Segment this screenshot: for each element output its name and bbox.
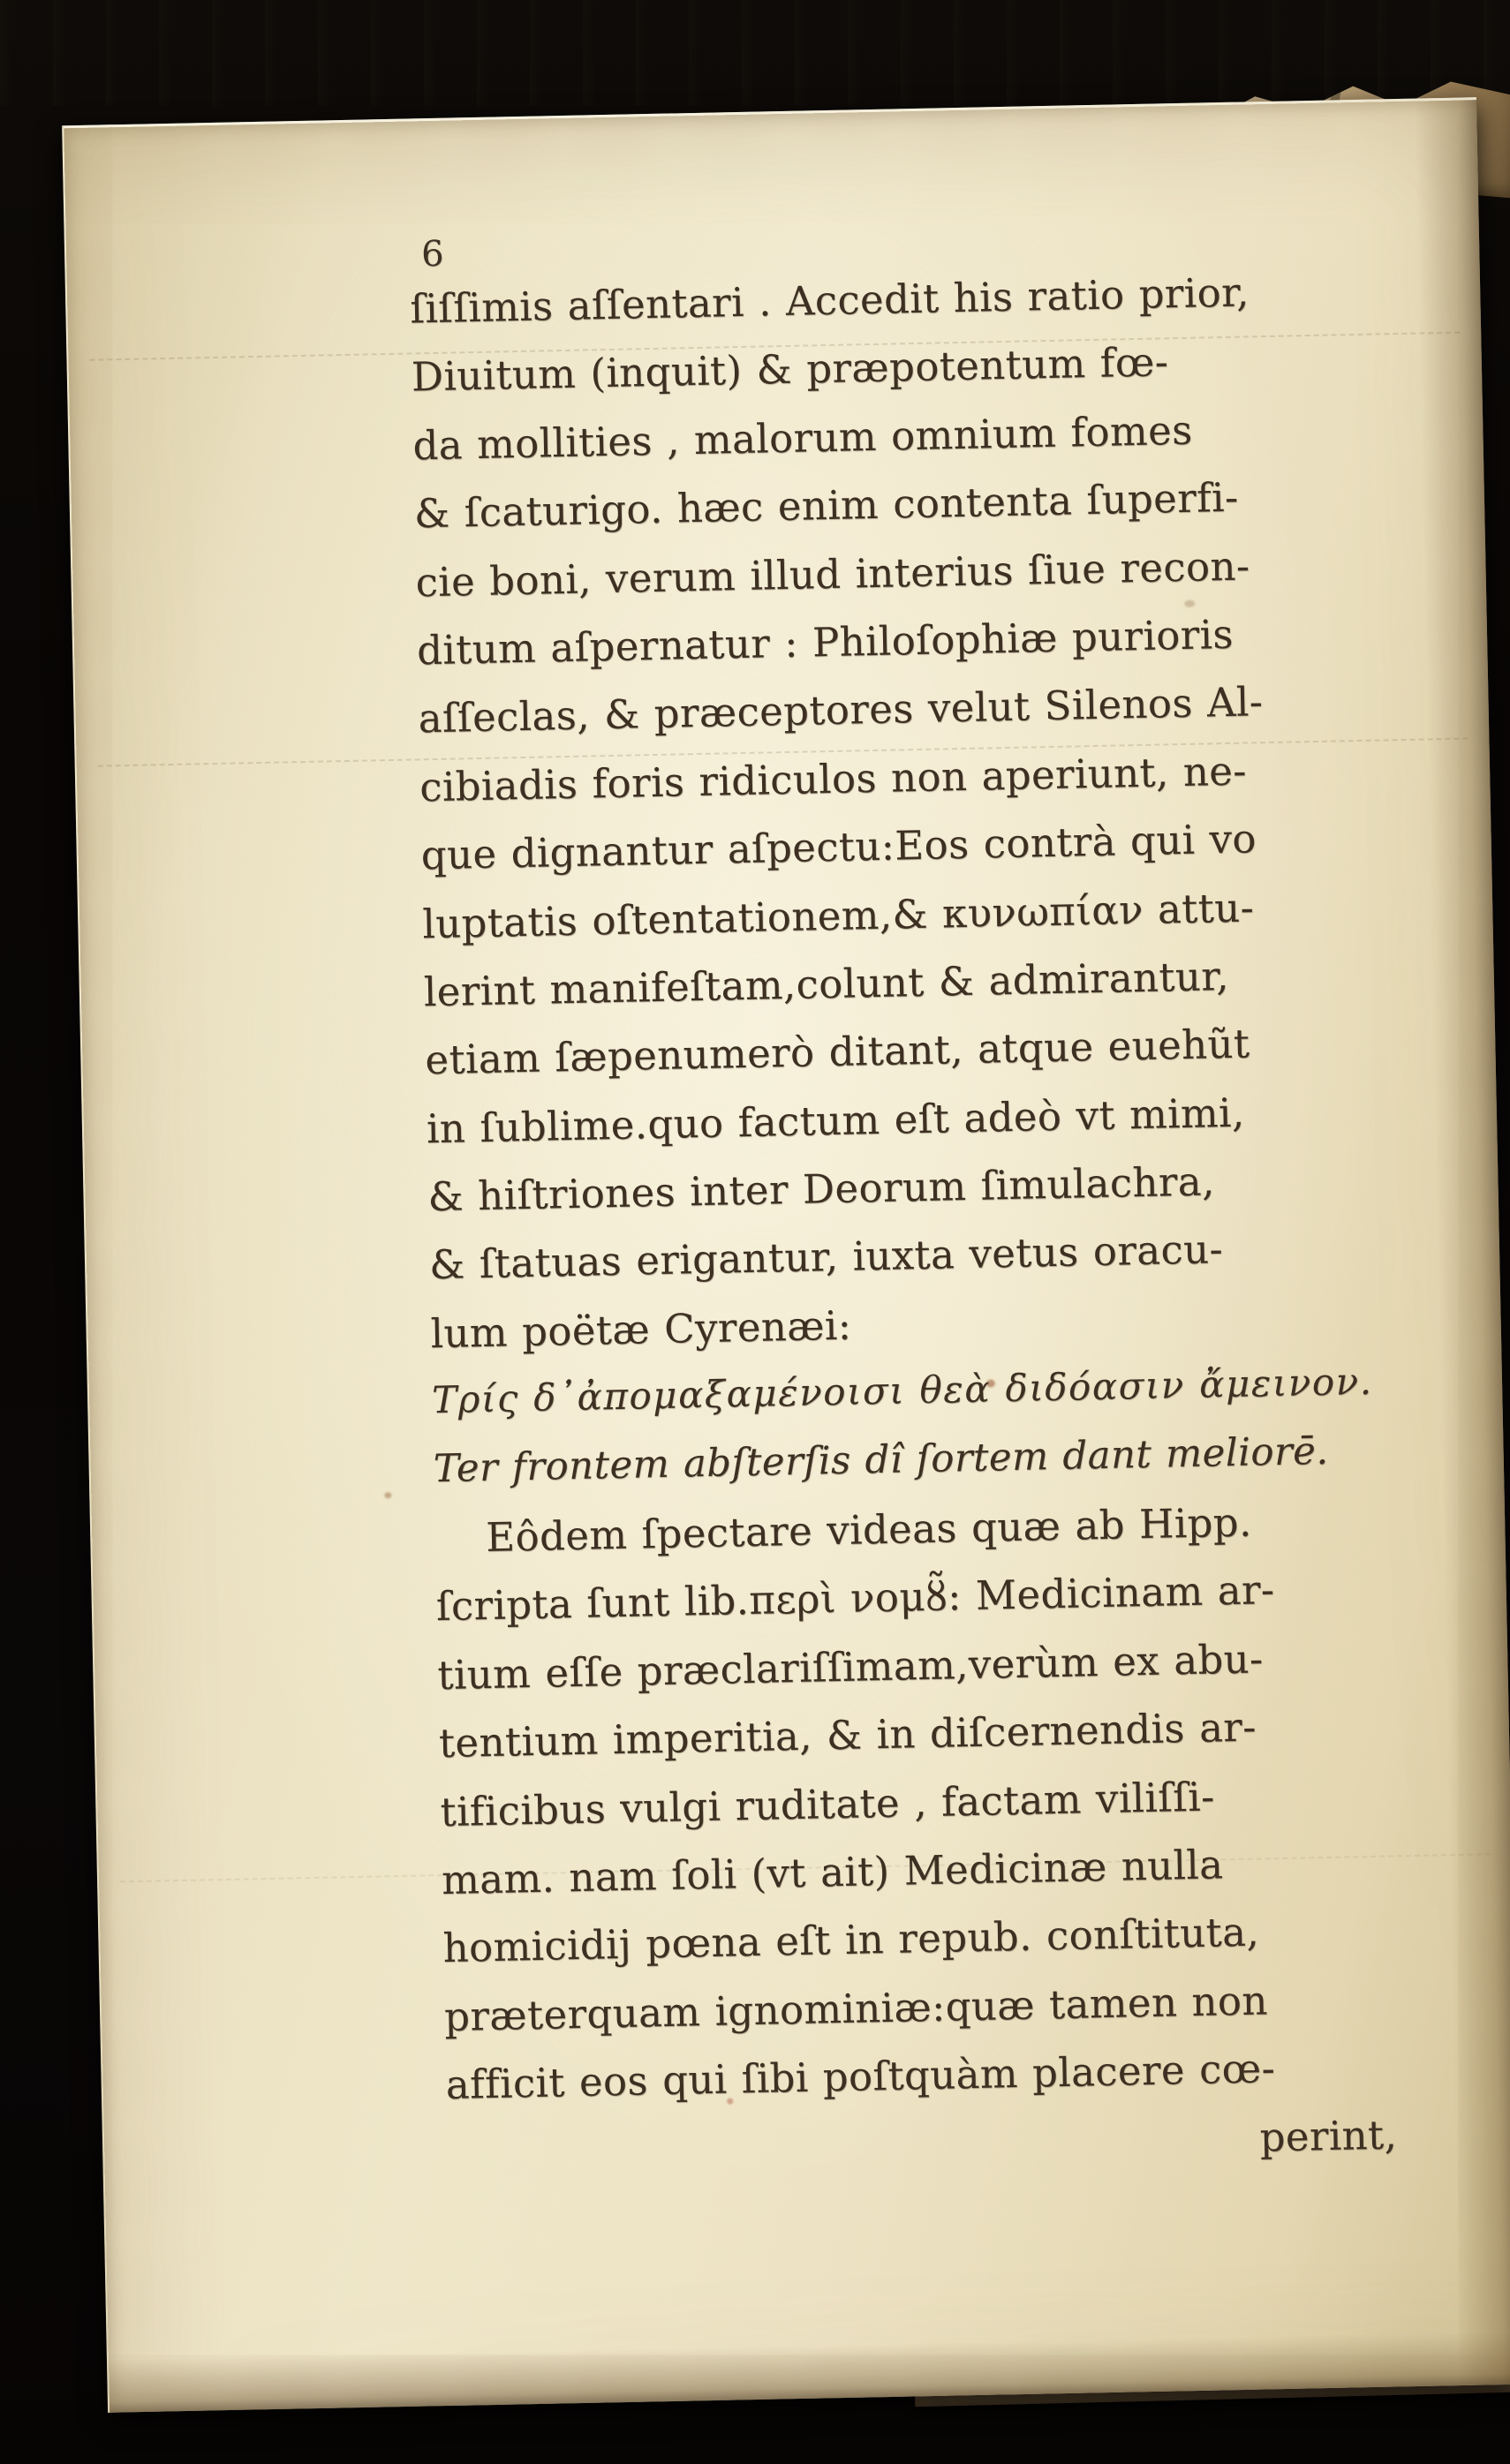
fore-edge-shading (1415, 100, 1510, 2385)
greek-verse-line: Τρίς δ᾽ἀπομαξαμένοισι θεὰ διδόασιν ἄμεινον. (431, 1360, 1373, 1422)
text-line: & ſcaturigo. hæc enim contenta ſuperfi- (413, 473, 1240, 538)
page-number: 6 (420, 233, 445, 275)
text-line: homicidij pœna eſt in repub. conſtituta, (442, 1908, 1260, 1972)
foxing-stain (384, 1492, 391, 1498)
text-block (410, 267, 1412, 2198)
text-line: præterquam ignominiæ:quæ tamen non (443, 1977, 1269, 2040)
book-page (62, 97, 1510, 2413)
text-line: tificibus vulgi ruditate , factam viliſſi- (440, 1773, 1216, 1835)
binding-gutter-shadow (0, 0, 1510, 106)
text-line: & hiſtriones inter Deorum ſimulachra, (427, 1157, 1216, 1221)
catchword: perint, (1259, 2111, 1398, 2161)
bottom-edge-shading (109, 2332, 1510, 2413)
text-line: Eôdem ſpectare videas quæ ab Hipp. (485, 1498, 1253, 1562)
text-line: lerint manifeſtam,colunt & admirantur, (423, 952, 1230, 1016)
text-line: cie boni, verum illud interius ſiue recon- (415, 542, 1250, 606)
text-line: ditum aſpernatur : Philoſophiæ purioris (416, 610, 1234, 674)
text-line: tium eſſe præclariſſimam,verùm ex abu- (436, 1635, 1265, 1699)
text-line: tentium imperitia, & in diſcernendis ar- (438, 1703, 1257, 1767)
text-line: Diuitum (inquit) & præpotentum fœ- (411, 338, 1169, 401)
text-line: & ſtatuas erigantur, iuxta vetus oracu- (428, 1225, 1224, 1289)
text-line: ſcripta ſunt lib.περὶ νομȣ̃: Medicinam ar- (435, 1566, 1275, 1631)
text-line: luptatis oſtentationem,& κυνωπίαν attu- (421, 883, 1255, 947)
text-line: ſiſſimis aſſentari . Accedit his ratio prior, (409, 268, 1250, 333)
text-line: lum poëtæ Cyrenæi: (430, 1301, 852, 1358)
text-line: mam. nam ſoli (vt ait) Medicinæ nulla (441, 1841, 1224, 1904)
text-line: in ſublime.quo factum eſt adeò vt mimi, (426, 1089, 1246, 1152)
latin-verse-line: Ter frontem abſterſis dî ſortem dant meliorē. (433, 1428, 1329, 1491)
text-line: afficit eos qui ſibi poſtquàm placere cœ- (445, 2045, 1276, 2109)
text-line: da mollities , malorum omnium fomes (411, 406, 1194, 470)
text-line: que dignantur aſpectu:Eos contrà qui vo (420, 815, 1257, 879)
text-line: aſſeclas, & præceptores velut Silenos Al- (418, 678, 1264, 742)
text-line: etiam ſæpenumerò ditant, atque euehũt (424, 1020, 1250, 1084)
text-line: cibiadis foris ridiculos non aperiunt, ne- (419, 747, 1248, 811)
